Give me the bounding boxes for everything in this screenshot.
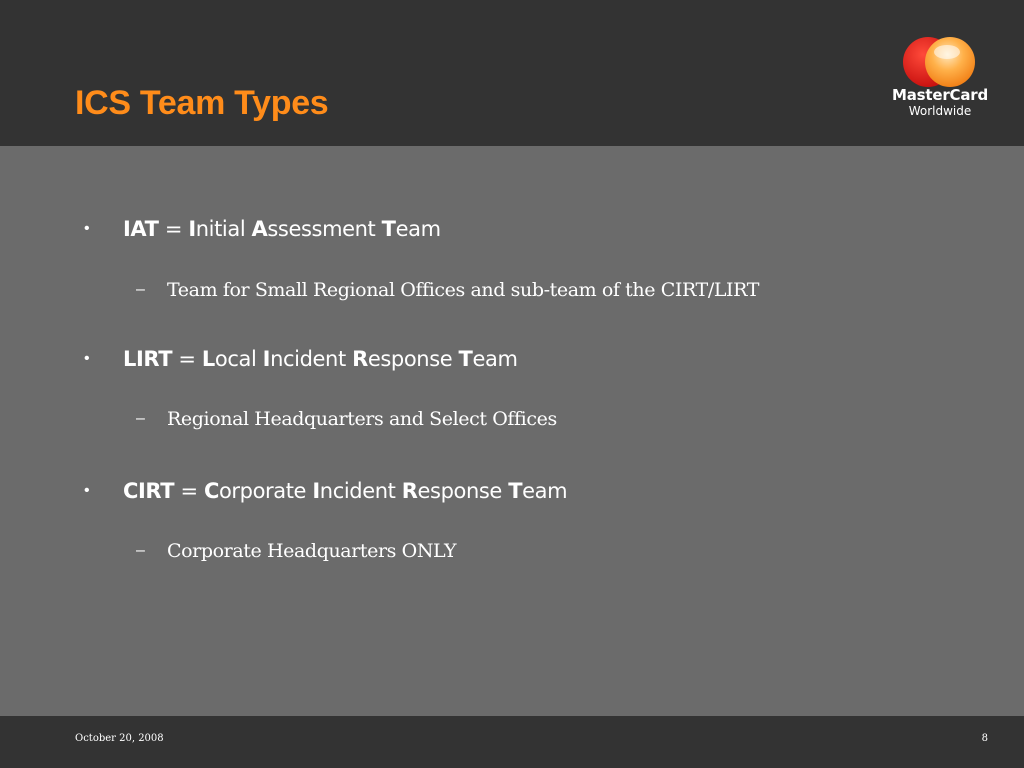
slide-header	[0, 0, 1024, 146]
bullet-text-lirt	[123, 347, 518, 371]
word-initial: R	[352, 347, 368, 371]
sub-text-cirt: Corporate Headquarters ONLY	[167, 540, 457, 562]
word-initial: A	[251, 217, 268, 241]
bullet-marker: •	[84, 350, 90, 367]
bullet-marker: •	[84, 220, 90, 237]
equals-sign: =	[172, 347, 202, 371]
mastercard-circles-icon	[901, 34, 981, 90]
slide-body	[0, 146, 1024, 716]
word-rest: nitial	[195, 217, 252, 241]
word-initial: I	[188, 217, 196, 241]
word-initial: T	[458, 347, 473, 371]
word-initial: I	[312, 479, 320, 503]
word-initial: I	[262, 347, 271, 371]
footer-date: October 20, 2008	[75, 733, 164, 744]
bullet-text-cirt	[123, 479, 567, 503]
word-initial: R	[401, 479, 418, 503]
sub-bullet-dash: –	[136, 542, 145, 559]
bullet-text-iat	[123, 217, 441, 241]
slide-title: ICS Team Types	[75, 84, 329, 122]
word-rest: esponse	[367, 347, 459, 371]
mastercard-logo	[885, 28, 995, 128]
word-rest: eam	[522, 479, 568, 503]
sub-bullet-dash: –	[136, 410, 145, 427]
sub-text-lirt: Regional Headquarters and Select Offices	[167, 408, 557, 430]
word-rest: esponse	[417, 479, 509, 503]
equals-sign: =	[174, 479, 204, 503]
word-rest: eam	[395, 217, 441, 241]
logo-sub-text: Worldwide	[908, 104, 972, 118]
word-rest: ocal	[214, 347, 263, 371]
word-initial: C	[203, 479, 219, 503]
equals-sign: =	[158, 217, 189, 241]
word-rest: orporate	[218, 479, 313, 503]
word-rest: eam	[472, 347, 518, 371]
logo-brand-text: MasterCard	[892, 86, 988, 104]
sub-text-iat: Team for Small Regional Offices and sub-team of the CIRT/LIRT	[167, 279, 759, 301]
word-initial: T	[381, 217, 396, 241]
word-rest: ncident	[319, 479, 402, 503]
abbr-lirt: LIRT	[123, 347, 173, 371]
sub-bullet-dash: –	[136, 281, 145, 298]
abbr-iat: IAT	[123, 217, 159, 241]
word-initial: T	[508, 479, 523, 503]
word-initial: L	[201, 347, 215, 371]
bullet-marker: •	[84, 482, 90, 499]
page-number: 8	[981, 733, 988, 744]
slide-footer	[0, 716, 1024, 768]
logo-wordmark	[885, 86, 995, 118]
abbr-cirt: CIRT	[123, 479, 175, 503]
word-rest: ncident	[270, 347, 353, 371]
word-rest: ssessment	[267, 217, 382, 241]
